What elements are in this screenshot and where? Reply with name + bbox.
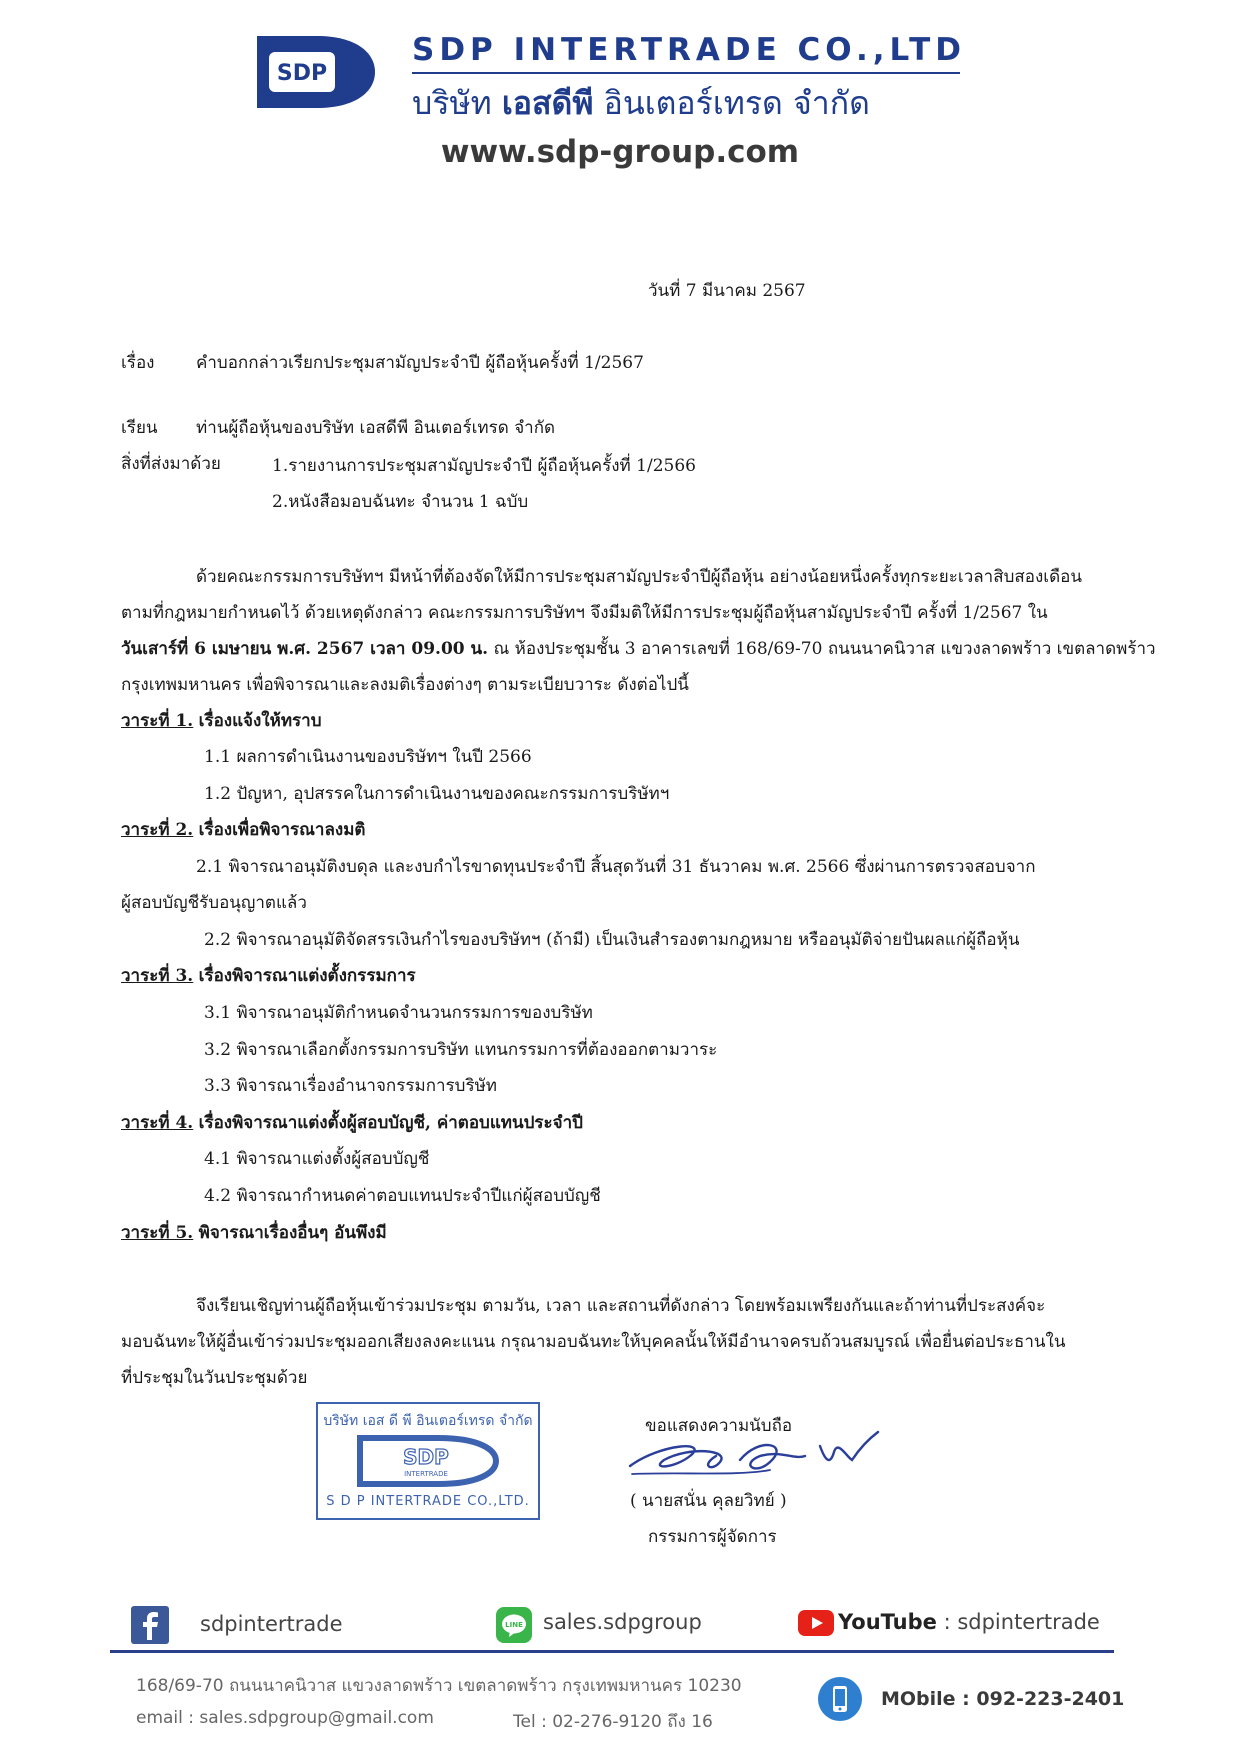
svg-text:LINE: LINE (505, 1621, 523, 1629)
closing-line-3: ที่ประชุมในวันประชุมด้วย (121, 1368, 308, 1388)
agenda-2: วาระที่ 2. เรื่องเพื่อพิจารณาลงมติ (121, 820, 366, 840)
header-rule (412, 72, 960, 74)
company-name-th: บริษัท เอสดีพี อินเตอร์เทรด จำกัด (412, 84, 870, 122)
agenda-item-1-1: 1.1 ผลการดำเนินงานของบริษัทฯ ในปี 2566 (204, 747, 532, 767)
line-icon[interactable] (496, 1607, 532, 1643)
closing-line-1: จึงเรียนเชิญท่านผู้ถือหุ้นเข้าร่วมประชุม ตามวัน, เวลา และสถานที่ดังกล่าว โดยพร้อมเพรียงกันและถ้าท่านที่ประสงค์จะ (196, 1296, 1046, 1316)
enclosure-label: สิ่งที่ส่งมาด้วย (121, 454, 221, 474)
facebook-handle[interactable]: sdpintertrade (200, 1612, 343, 1636)
agenda-item-3-1: 3.1 พิจารณาอนุมัติกำหนดจำนวนกรรมการของบริษัท (204, 1003, 593, 1023)
stamp-line-1: บริษัท เอส ดี พี อินเตอร์เทรด จำกัด (323, 1413, 533, 1429)
website-url[interactable]: www.sdp-group.com (440, 134, 800, 170)
youtube-handle[interactable]: YouTube : sdpintertrade (838, 1610, 1100, 1634)
mobile-number[interactable]: MObile : 092-223-2401 (881, 1688, 1125, 1710)
agenda-item-4-2: 4.2 พิจารณากำหนดค่าตอบแทนประจำปีแก่ผู้สอบบัญชี (204, 1186, 601, 1206)
company-address: 168/69-70 ถนนนาคนิวาส แขวงลาดพร้าว เขตลาดพร้าว กรุงเทพมหานคร 10230 (136, 1676, 742, 1696)
signer-name: ( นายสนั่น คุลยวิทย์ ) (630, 1491, 787, 1511)
logo-text: SDP (276, 61, 328, 86)
facebook-icon[interactable] (131, 1606, 169, 1644)
handwritten-signature (620, 1426, 900, 1486)
agenda-3: วาระที่ 3. เรื่องพิจารณาแต่งตั้งกรรมการ (121, 966, 416, 986)
stamp-line-2: S D P INTERTRADE CO.,LTD. (326, 1494, 530, 1509)
intro-line-2: ตามที่กฎหมายกำหนดไว้ ด้วยเหตุดังกล่าว คณะกรรมการบริษัทฯ จึงมีมติให้มีการประชุมผู้ถือหุ้นสามัญประจำปี ครั้งที่ 1/2567 ใน (121, 603, 1048, 623)
stamp-logo-text: SDP (403, 1445, 449, 1469)
signer-title: กรรมการผู้จัดการ (648, 1527, 777, 1547)
company-tel[interactable]: Tel : 02-276-9120 ถึง 16 (513, 1712, 713, 1732)
company-logo (255, 34, 377, 110)
letter-date: วันที่ 7 มีนาคม 2567 (648, 281, 806, 301)
footer-rule (110, 1650, 1114, 1653)
agenda-4: วาระที่ 4. เรื่องพิจารณาแต่งตั้งผู้สอบบัญชี, ค่าตอบแทนประจำปี (121, 1113, 583, 1133)
enclosure-2: 2.หนังสือมอบฉันทะ จำนวน 1 ฉบับ (272, 492, 529, 512)
intro-line-4: กรุงเทพมหานคร เพื่อพิจารณาและลงมติเรื่องต่างๆ ตามระเบียบวาระ ดังต่อไปนี้ (121, 675, 689, 695)
intro-line-3: วันเสาร์ที่ 6 เมษายน พ.ศ. 2567 เวลา 09.00 น. ณ ห้องประชุมชั้น 3 อาคารเลขที่ 168/69-70 ถนนนาคนิวาส แขวงลาดพร้าว เขตลาดพร้าว (121, 639, 1156, 659)
agenda-item-2-2: 2.2 พิจารณาอนุมัติจัดสรรเงินกำไรของบริษัทฯ (ถ้ามี) เป็นเงินสำรองตามกฎหมาย หรืออนุมัติจ่ายปันผลแก่ผู้ถือหุ้น (204, 930, 1020, 950)
subject-label: เรื่อง (121, 353, 155, 373)
stamp-logo-sub: INTERTRADE (404, 1470, 448, 1478)
line-handle[interactable]: sales.sdpgroup (543, 1610, 702, 1634)
to-text: ท่านผู้ถือหุ้นของบริษัท เอสดีพี อินเตอร์เทรด จำกัด (196, 418, 556, 438)
youtube-icon[interactable] (798, 1610, 834, 1636)
closing-line-2: มอบฉันทะให้ผู้อื่นเข้าร่วมประชุมออกเสียงลงคะแนน กรุณามอบฉันทะให้บุคคลนั้นให้มีอำนาจครบถ้วนสมบูรณ์ เพื่อยื่นต่อประธานใน (121, 1332, 1066, 1352)
agenda-item-2-1: 2.1 พิจารณาอนุมัติงบดุล และงบกำไรขาดทุนประจำปี สิ้นสุดวันที่ 31 ธันวาคม พ.ศ. 2566 ซึ่งผ่านการตรวจสอบจาก (196, 857, 1036, 877)
enclosure-1: 1.รายงานการประชุมสามัญประจำปี ผู้ถือหุ้นครั้งที่ 1/2566 (272, 456, 696, 476)
agenda-item-3-2: 3.2 พิจารณาเลือกตั้งกรรมการบริษัท แทนกรรมการที่ต้องออกตามวาระ (204, 1040, 718, 1060)
company-name-en: SDP INTERTRADE CO.,LTD (412, 32, 967, 68)
agenda-item-3-3: 3.3 พิจารณาเรื่องอำนาจกรรมการบริษัท (204, 1076, 498, 1096)
subject-text: คำบอกกล่าวเรียกประชุมสามัญประจำปี ผู้ถือหุ้นครั้งที่ 1/2567 (196, 353, 644, 373)
agenda-item-2-1-cont: ผู้สอบบัญชีรับอนุญาตแล้ว (121, 893, 307, 913)
agenda-5: วาระที่ 5. พิจารณาเรื่องอื่นๆ อันพึงมี (121, 1223, 387, 1243)
agenda-item-1-2: 1.2 ปัญหา, อุปสรรคในการดำเนินงานของคณะกรรมการบริษัทฯ (204, 784, 670, 804)
agenda-1: วาระที่ 1. เรื่องแจ้งให้ทราบ (121, 711, 322, 731)
to-label: เรียน (121, 418, 158, 438)
regards-text: ขอแสดงความนับถือ (645, 1416, 793, 1436)
company-email[interactable]: email : sales.sdpgroup@gmail.com (136, 1708, 434, 1728)
phone-icon (817, 1676, 863, 1722)
agenda-item-4-1: 4.1 พิจารณาแต่งตั้งผู้สอบบัญชี (204, 1149, 430, 1169)
company-stamp (316, 1402, 540, 1520)
stamp-logo (356, 1434, 500, 1488)
intro-line-1: ด้วยคณะกรรมการบริษัทฯ มีหน้าที่ต้องจัดให้มีการประชุมสามัญประจำปีผู้ถือหุ้น อย่างน้อยหนึ่งครั้งทุกระยะเวลาสิบสองเดือน (196, 567, 1082, 587)
